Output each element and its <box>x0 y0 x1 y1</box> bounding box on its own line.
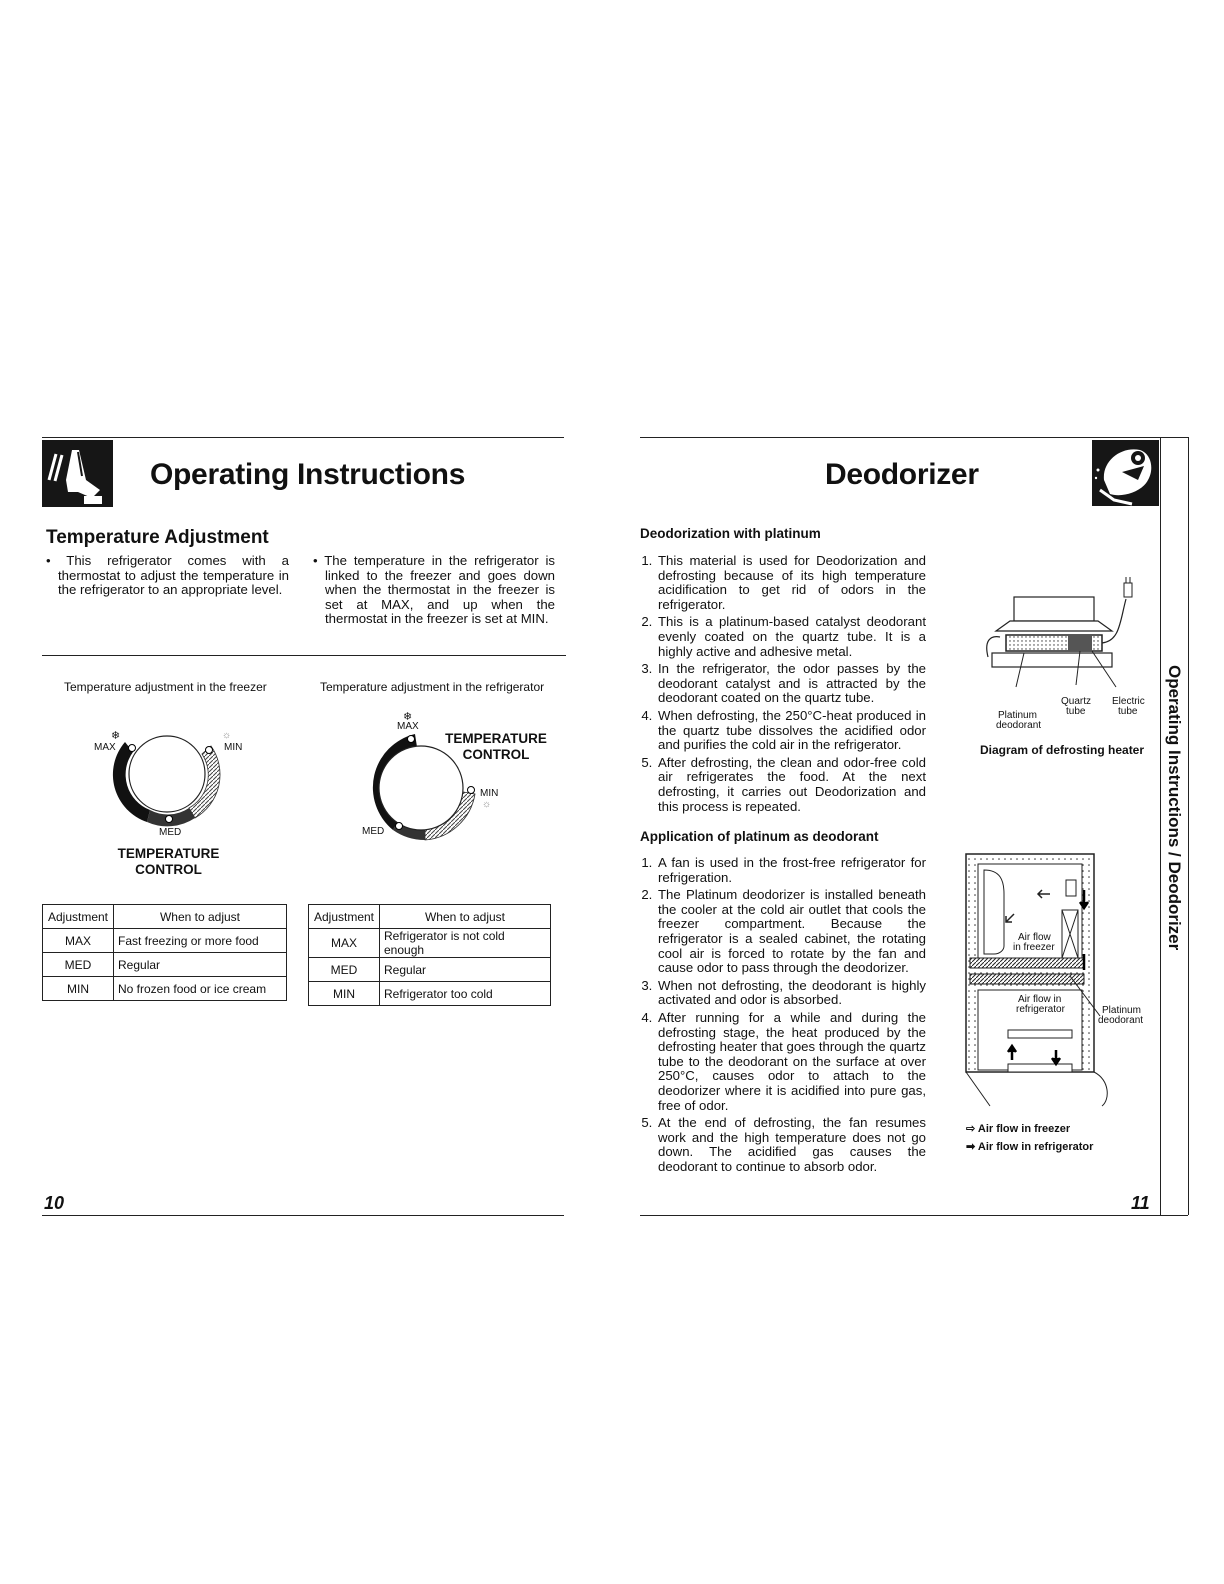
fridge-dial-title-line2: CONTROL <box>462 746 530 762</box>
defrosting-heater-diagram <box>980 575 1150 715</box>
deodorizer-face-icon <box>1092 440 1159 506</box>
label-platinum: Platinum <box>998 710 1037 721</box>
sun-icon: ☼ <box>222 730 232 741</box>
application-list <box>640 856 926 1177</box>
cell-when: Regular <box>380 958 551 982</box>
freezer-dial-min: MIN <box>224 742 243 753</box>
list-item: 3. In the refrigerator, the odor passes by the deodorant catalyst and is attracted by the deodorant coated on the quartz tube. <box>656 662 926 706</box>
list-item: 4. When defrosting, the 250°C-heat produced in the quartz tube dissolves the acidified odor and purifies the cold air in the refrigerator. <box>656 709 926 753</box>
hand-pressing-icon <box>42 440 113 507</box>
table-row <box>43 929 287 953</box>
cell-when: Regular <box>114 953 287 977</box>
bullet-2: • The temperature in the refrigerator is linked to the freezer and goes down when the thermostat in the freezer is set at MAX, and up when the thermostat in the freezer is set at MIN. <box>313 553 556 627</box>
table-row <box>309 958 551 982</box>
page-number-right: 11 <box>1131 1193 1150 1213</box>
section-title-temperature: Temperature Adjustment <box>46 527 269 548</box>
label-quartz-2: tube <box>1066 706 1086 717</box>
snowflake-icon: ❄ <box>111 730 121 742</box>
snowflake-icon-2: ❄ <box>403 711 413 723</box>
fridge-dial-max: MAX <box>397 721 419 732</box>
table-row <box>309 929 551 958</box>
table-row <box>43 977 287 1001</box>
side-tab-label: Operating Instructions / Deodorizer <box>1165 665 1184 951</box>
hollow-arrow-icon: ⇨ <box>966 1123 976 1135</box>
freezer-dial-med: MED <box>159 827 182 838</box>
list-item: 5. At the end of defrosting, the fan resumes work and the high temperature does not go down. The acidified gas causes the deodorant to continue to absorb odor. <box>656 1116 926 1174</box>
table-header-row <box>309 905 551 929</box>
legend-freezer <box>966 1122 1070 1135</box>
airflow-diagram <box>960 850 1150 1115</box>
fridge-adjustment-table <box>308 904 551 1006</box>
list-item: 1. This material is used for Deodorization and defrosting because of its high temperature acidification to get rid of odors in the refrigerator. <box>656 554 926 612</box>
freezer-dial-title-line1: TEMPERATURE <box>117 846 220 861</box>
freezer-dial-title <box>100 846 237 877</box>
freezer-dial-title-line2: CONTROL <box>135 861 202 877</box>
page-title-left: Operating Instructions <box>150 458 466 491</box>
right-edge-rule <box>1188 437 1189 1215</box>
footer-rule-right <box>640 1215 1188 1216</box>
fridge-caption: Temperature adjustment in the refrigerator <box>320 680 545 694</box>
label-airflow-freezer-2: in freezer <box>1013 942 1055 953</box>
list-item: 2. This is a platinum-based catalyst deodorant evenly coated on the quartz tube. It is a highly active and adhesive metal. <box>656 615 926 659</box>
bullet-1-text: This refrigerator comes with a thermostat to adjust the temperature in the refrigerator to an appropriate level. <box>58 553 289 598</box>
side-tab-rule <box>1160 437 1161 1215</box>
list-item: 3. When not defrosting, the deodorant is highly activated and odor is absorbed. <box>656 979 926 1008</box>
cell-when: No frozen food or ice cream <box>114 977 287 1001</box>
label-platinum-deodorant-2: deodorant <box>1098 1015 1144 1026</box>
page-title-right: Deodorizer <box>825 458 979 491</box>
list-item: 4. After running for a while and during the defrosting stage, the heat produced by the defrosting heater that goes through the quartz tube to the deodorant on the surface at over 250°C, causes odor to attach to the deodorizer where it is acidified into pure gas, free of odor. <box>656 1011 926 1113</box>
col-header-adjustment: Adjustment <box>309 905 380 929</box>
legend-fridge <box>966 1140 1093 1153</box>
header-rule-right <box>640 437 1188 438</box>
fridge-dial-title <box>440 731 552 762</box>
header-rule-left <box>42 437 564 438</box>
cell-when: Fast freezing or more food <box>114 929 287 953</box>
label-platinum-deodorant: Platinum <box>1102 1005 1141 1016</box>
cell-setting: MED <box>43 953 114 977</box>
divider-left <box>42 655 566 656</box>
list-item: 2. The Platinum deodorizer is installed beneath the cooler at the cold air outlet that cools the freezer compartment. Because the refrigerator is a sealed cabinet, the rotating cool air is forced to rotate by the fan and cause odor to pass through the deodorizer. <box>656 888 926 976</box>
bullet-1: • This refrigerator comes with a thermostat to adjust the temperature in the refrigerator to an appropriate level. <box>46 553 289 598</box>
table-header-row <box>43 905 287 929</box>
solid-arrow-icon: ➡ <box>966 1141 976 1153</box>
col-header-when: When to adjust <box>380 905 551 929</box>
table-row <box>309 982 551 1006</box>
label-platinum-2: deodorant <box>996 720 1042 731</box>
cell-when: Refrigerator too cold <box>380 982 551 1006</box>
label-electric: Electric <box>1112 696 1145 707</box>
label-electric-2: tube <box>1118 706 1138 717</box>
section-title-application: Application of platinum as deodorant <box>640 829 879 844</box>
bullet-2-text: The temperature in the refrigerator is linked to the freezer and goes down when the thermostat in the freezer is set at MAX, and up when the thermostat in the freezer is set at MIN. <box>324 553 556 627</box>
label-airflow-fridge-2: refrigerator <box>1016 1004 1065 1015</box>
fridge-dial-title-line1: TEMPERATURE <box>445 731 547 746</box>
cell-when: Refrigerator is not cold enough <box>380 929 551 958</box>
cell-setting: MAX <box>43 929 114 953</box>
heater-caption: Diagram of defrosting heater <box>980 743 1145 757</box>
freezer-caption: Temperature adjustment in the freezer <box>64 680 267 694</box>
section-title-deodorization: Deodorization with platinum <box>640 526 821 541</box>
freezer-dial-max: MAX <box>94 742 116 753</box>
page-number-left: 10 <box>44 1193 65 1213</box>
fridge-dial-min: MIN <box>480 788 499 799</box>
legend-fridge-text: Air flow in refrigerator <box>977 1141 1094 1153</box>
table-row <box>43 953 287 977</box>
label-quartz: Quartz <box>1061 696 1092 707</box>
cell-setting: MIN <box>43 977 114 1001</box>
deodorization-list <box>640 554 926 817</box>
col-header-adjustment: Adjustment <box>43 905 114 929</box>
cell-setting: MAX <box>309 929 380 958</box>
freezer-adjustment-table <box>42 904 287 1001</box>
list-item: 5. After defrosting, the clean and odor-free cold air refrigerates the food. At the next defrosting, it carries out Deodorization and this process is repeated. <box>656 756 926 814</box>
fridge-dial-med: MED <box>362 826 385 837</box>
col-header-when: When to adjust <box>114 905 287 929</box>
label-airflow-freezer: Air flow <box>1018 932 1051 943</box>
list-item: 1. A fan is used in the frost-free refrigerator for refrigeration. <box>656 856 926 885</box>
legend-freezer-text: Air flow in freezer <box>977 1123 1071 1135</box>
cell-setting: MIN <box>309 982 380 1006</box>
cell-setting: MED <box>309 958 380 982</box>
footer-rule-left <box>42 1215 564 1216</box>
label-airflow-fridge: Air flow in <box>1018 994 1062 1005</box>
sun-icon-2: ☼ <box>482 799 492 810</box>
